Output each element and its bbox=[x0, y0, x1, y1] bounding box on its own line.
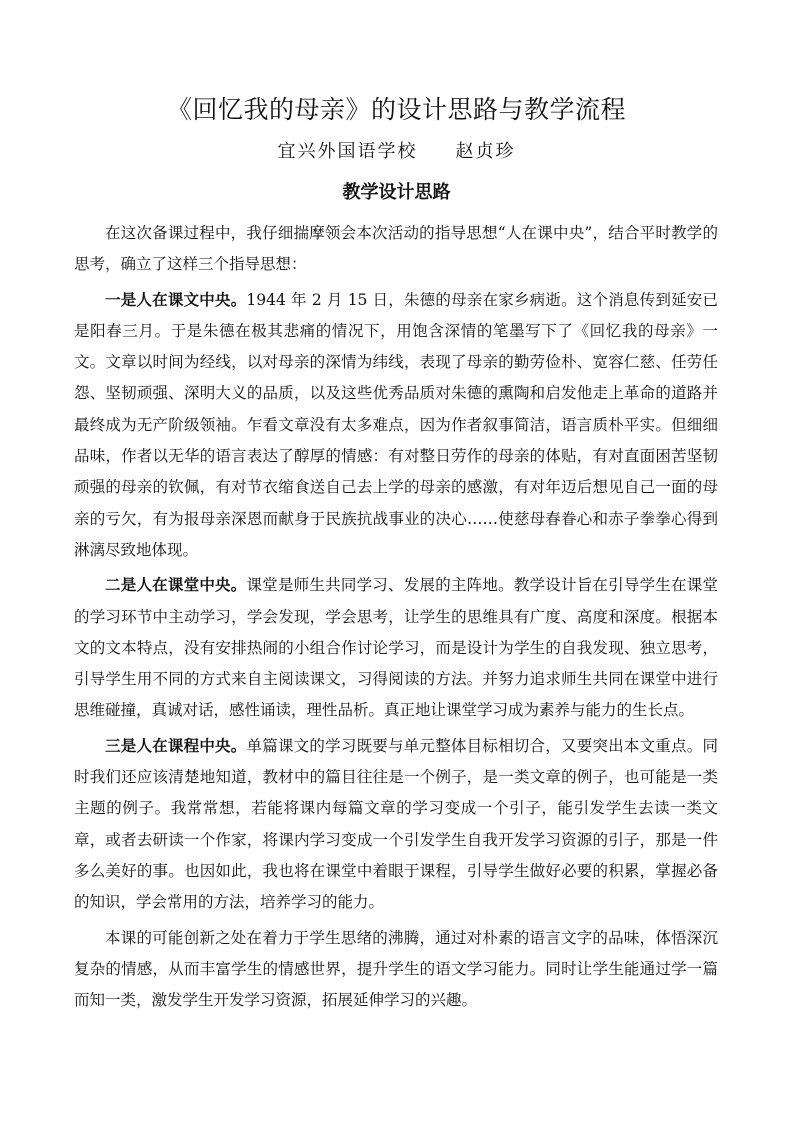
paragraph-intro bbox=[74, 218, 718, 281]
paragraph-principle-three bbox=[74, 731, 718, 919]
school-name: 宜兴外国语学校 bbox=[277, 141, 418, 162]
paragraph-principle-two bbox=[74, 570, 718, 726]
paragraph-text: 单篇课文的学习既要与单元整体目标相切合，又要突出本文重点。同时我们还应该清楚地知道，教材中的篇目往往是一个例子，是一类文章的例子，也可能是一类主题的例子。我常常想，若能将课内每篇文章的学习变成一个引子，能引发学生去读一类文章，或者去研读一个作家，将课内学习变成一个引发学生自我开发学习资源的引子，那是一件多么美好的事。也因如此，我也将在课堂中着眼于课程，引导学生做好必要的积累，掌握必备的知识，学会常用的方法，培养学习的能力。 bbox=[74, 736, 718, 912]
author-name: 赵贞珍 bbox=[455, 141, 516, 162]
paragraph-principle-one bbox=[74, 285, 718, 567]
paragraph-lead: 一是人在课文中央。 bbox=[105, 290, 247, 309]
document-title: 《回忆我的母亲》的设计思路与教学流程 bbox=[166, 95, 626, 124]
paragraph-text: 1944 年 2 月 15 日，朱德的母亲在家乡病逝。这个消息传到延安已是阳春三月。于是朱德在极其悲痛的情况下，用饱含深情的笔墨写下了《回忆我的母亲》一文。文章以时间为经线，以对母亲的深情为纬线，表现了母亲的勤劳俭朴、宽容仁慈、任劳任怨、坚韧顽强、深明大义的品质，以及这些优秀品质对朱德的熏陶和启发他走上革命的道路并最终成为无产阶级领袖。乍看文章没有太多难点，因为作者叙事简洁，语言质朴平实。但细细品味，作者以无华的语言表达了醇厚的情感：有对整日劳作的母亲的体贴，有对直面困苦坚韧顽强的母亲的钦佩，有对节衣缩食送自己去上学的母亲的感激，有对年迈后想见自己一面的母亲的亏欠，有为报母亲深恩而献身于民族抗战事业的决心……使慈母春眷心和赤子拳拳心得到淋漓尽致地体现。 bbox=[74, 290, 718, 559]
body-text bbox=[74, 218, 718, 1020]
section-heading: 教学设计思路 bbox=[342, 182, 451, 203]
paragraph-innovation bbox=[74, 923, 718, 1017]
paragraph-lead: 二是人在课堂中央。 bbox=[105, 576, 247, 595]
byline bbox=[0, 139, 793, 165]
paragraph-lead: 三是人在课程中央。 bbox=[105, 736, 247, 755]
paragraph-text: 课堂是师生共同学习、发展的主阵地。教学设计旨在引导学生在课堂的学习环节中主动学习，学会发现，学会思考，让学生的思维具有广度、高度和深度。根据本文的文本特点，没有安排热闹的小组合作讨论学习，而是设计为学生的自我发现、独立思考，引导学生用不同的方式来自主阅读课文，习得阅读的方法。并努力追求师生共同在课堂中进行思维碰撞，真诚对话，感性诵读，理性品析。真正地让课堂学习成为素养与能力的生长点。 bbox=[74, 576, 718, 720]
paragraph-text: 在这次备课过程中，我仔细揣摩领会本次活动的指导思想“人在课中央”，结合平时教学的思考，确立了这样三个指导思想： bbox=[74, 224, 718, 274]
paragraph-text: 本课的可能创新之处在着力于学生思绪的沸腾，通过对朴素的语言文字的品味，体悟深沉复杂的情感，从而丰富学生的情感世界，提升学生的语文学习能力。同时让学生能通过学一篇而知一类，激发学生开发学习资源，拓展延伸学习的兴趣。 bbox=[74, 928, 718, 1010]
